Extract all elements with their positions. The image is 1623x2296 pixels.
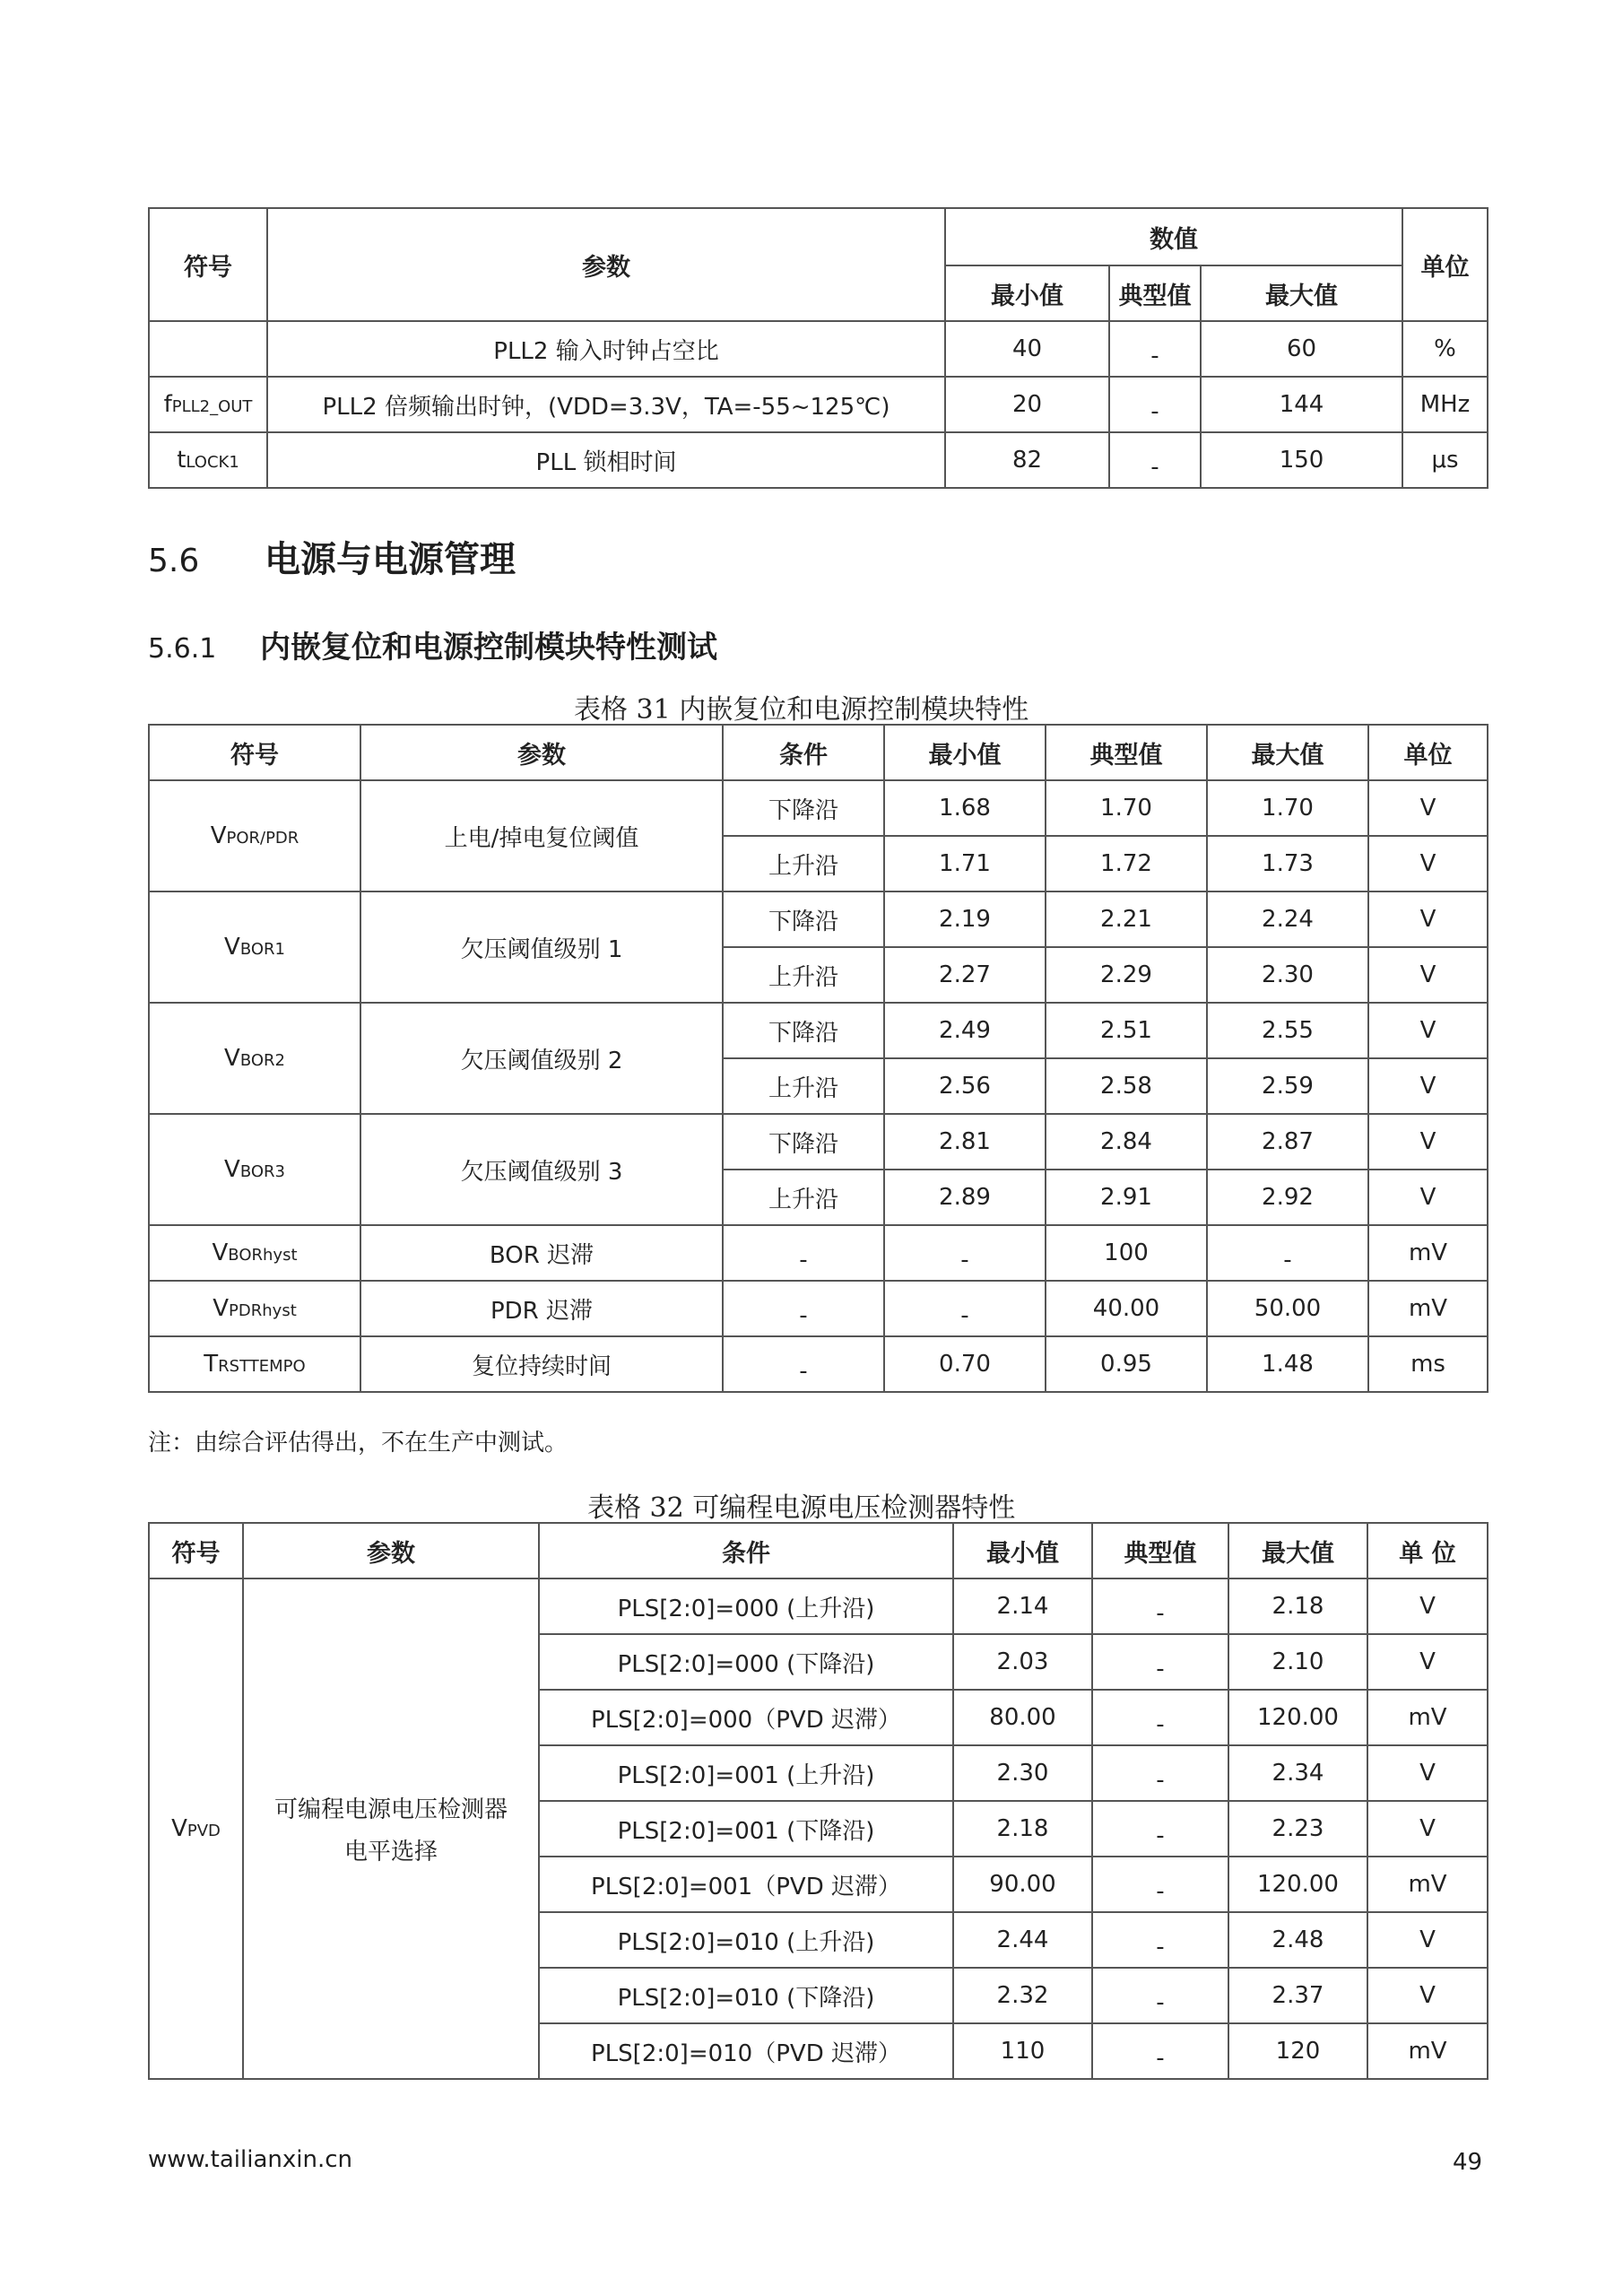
header-values: 数值	[945, 208, 1402, 265]
parameter-cell: 复位持续时间	[360, 1336, 723, 1392]
max-cell: 144	[1201, 377, 1402, 432]
table-row	[149, 321, 1488, 377]
min-cell: 40	[945, 321, 1109, 377]
table-row	[149, 377, 1488, 432]
section-title: 电源与电源管理	[265, 539, 516, 580]
unit-cell: V	[1368, 1003, 1488, 1058]
typ-cell: 2.58	[1046, 1058, 1207, 1114]
subsection-number: 5.6.1	[148, 633, 217, 665]
table-row	[149, 780, 1488, 836]
pvd-spec-table	[148, 1522, 1488, 2080]
header-typ: 典型值	[1092, 1523, 1228, 1578]
min-cell: 0.70	[884, 1336, 1046, 1392]
min-cell: 2.44	[953, 1912, 1092, 1968]
condition-cell: PLS[2:0]=000（PVD 迟滞）	[539, 1690, 953, 1745]
table-row	[149, 1003, 1488, 1058]
header-max: 最大值	[1228, 1523, 1367, 1578]
min-cell: 2.56	[884, 1058, 1046, 1114]
typ-cell: -	[1092, 1690, 1228, 1745]
condition-cell: PLS[2:0]=000 (上升沿)	[539, 1578, 953, 1634]
max-cell: 60	[1201, 321, 1402, 377]
min-cell: 2.89	[884, 1170, 1046, 1225]
max-cell: 150	[1201, 432, 1402, 488]
symbol-cell: VPVD	[149, 1578, 243, 2079]
min-cell: 82	[945, 432, 1109, 488]
condition-cell: PLS[2:0]=001（PVD 迟滞）	[539, 1857, 953, 1912]
header-unit: 单位	[1402, 208, 1488, 321]
max-cell: -	[1207, 1225, 1368, 1281]
header-symbol: 符号	[149, 725, 360, 780]
unit-cell: mV	[1368, 1225, 1488, 1281]
header-min: 最小值	[945, 265, 1109, 321]
min-cell: 2.49	[884, 1003, 1046, 1058]
symbol-cell: VPDRhyst	[149, 1281, 360, 1336]
header-parameter: 参数	[360, 725, 723, 780]
header-symbol: 符号	[149, 208, 267, 321]
footer-website-link[interactable]: www.tailianxin.cn	[148, 2146, 353, 2173]
section-number: 5.6	[148, 543, 200, 579]
table-row	[149, 1225, 1488, 1281]
max-cell: 2.55	[1207, 1003, 1368, 1058]
table-row	[149, 1281, 1488, 1336]
condition-cell: -	[723, 1281, 884, 1336]
table-row	[149, 1114, 1488, 1170]
max-cell: 2.23	[1228, 1801, 1367, 1857]
typ-cell: 2.91	[1046, 1170, 1207, 1225]
unit-cell: V	[1368, 1058, 1488, 1114]
typ-cell: -	[1092, 1912, 1228, 1968]
parameter-cell: 上电/掉电复位阈值	[360, 780, 723, 891]
page-number: 49	[1453, 2149, 1483, 2176]
min-cell: -	[884, 1281, 1046, 1336]
symbol-cell: VBORhyst	[149, 1225, 360, 1281]
table-row	[149, 432, 1488, 488]
max-cell: 1.73	[1207, 836, 1368, 891]
max-cell: 1.70	[1207, 780, 1368, 836]
unit-cell: V	[1368, 836, 1488, 891]
unit-cell: mV	[1368, 1281, 1488, 1336]
condition-cell: PLS[2:0]=010（PVD 迟滞）	[539, 2023, 953, 2079]
typ-cell: -	[1092, 1745, 1228, 1801]
unit-cell: V	[1368, 1114, 1488, 1170]
header-unit: 单 位	[1367, 1523, 1488, 1578]
table32-caption: 表格 32 可编程电源电压检测器特性	[587, 1492, 1016, 1524]
typ-cell: -	[1109, 377, 1201, 432]
min-cell: 20	[945, 377, 1109, 432]
reset-power-control-table	[148, 724, 1488, 1393]
condition-cell: PLS[2:0]=010 (上升沿)	[539, 1912, 953, 1968]
parameter-cell: BOR 迟滞	[360, 1225, 723, 1281]
symbol-cell: TRSTTEMPO	[149, 1336, 360, 1392]
min-cell: 2.27	[884, 947, 1046, 1003]
unit-cell: V	[1367, 1578, 1488, 1634]
table-row	[149, 1578, 1488, 1634]
condition-cell: 上升沿	[723, 1058, 884, 1114]
header-parameter: 参数	[243, 1523, 539, 1578]
condition-cell: PLS[2:0]=000 (下降沿)	[539, 1634, 953, 1690]
condition-cell: 下降沿	[723, 1114, 884, 1170]
typ-cell: -	[1109, 432, 1201, 488]
subsection-title: 内嵌复位和电源控制模块特性测试	[260, 630, 717, 665]
symbol-cell: VBOR3	[149, 1114, 360, 1225]
condition-cell: 上升沿	[723, 947, 884, 1003]
unit-cell: V	[1368, 891, 1488, 947]
typ-cell: 2.51	[1046, 1003, 1207, 1058]
condition-cell: 下降沿	[723, 780, 884, 836]
header-condition: 条件	[723, 725, 884, 780]
section-heading	[148, 531, 516, 582]
unit-cell: mV	[1367, 1690, 1488, 1745]
typ-cell: -	[1109, 321, 1201, 377]
unit-cell: %	[1402, 321, 1488, 377]
typ-cell: -	[1092, 1968, 1228, 2023]
condition-cell: 下降沿	[723, 1003, 884, 1058]
table-row	[149, 1336, 1488, 1392]
symbol-cell: VBOR2	[149, 1003, 360, 1114]
max-cell: 120.00	[1228, 1690, 1367, 1745]
table-header-row	[149, 1523, 1488, 1578]
min-cell: 2.14	[953, 1578, 1092, 1634]
max-cell: 2.24	[1207, 891, 1368, 947]
unit-cell: mV	[1367, 1857, 1488, 1912]
min-cell: -	[884, 1225, 1046, 1281]
min-cell: 2.18	[953, 1801, 1092, 1857]
min-cell: 2.32	[953, 1968, 1092, 2023]
condition-cell: PLS[2:0]=010 (下降沿)	[539, 1968, 953, 2023]
parameter-cell: 欠压阈值级别 3	[360, 1114, 723, 1225]
typ-cell: 1.70	[1046, 780, 1207, 836]
typ-cell: 2.29	[1046, 947, 1207, 1003]
condition-cell: -	[723, 1225, 884, 1281]
typ-cell: 2.21	[1046, 891, 1207, 947]
header-min: 最小值	[953, 1523, 1092, 1578]
header-max: 最大值	[1201, 265, 1402, 321]
parameter-line-1: 可编程电源电压检测器	[273, 1796, 508, 1823]
symbol-cell	[149, 321, 267, 377]
header-symbol: 符号	[149, 1523, 243, 1578]
unit-cell: V	[1367, 1745, 1488, 1801]
typ-cell: -	[1092, 1857, 1228, 1912]
typ-cell: -	[1092, 1578, 1228, 1634]
typ-cell: 1.72	[1046, 836, 1207, 891]
max-cell: 120	[1228, 2023, 1367, 2079]
max-cell: 2.37	[1228, 1968, 1367, 2023]
min-cell: 90.00	[953, 1857, 1092, 1912]
unit-cell: V	[1367, 1968, 1488, 2023]
condition-cell: -	[723, 1336, 884, 1392]
max-cell: 2.30	[1207, 947, 1368, 1003]
parameter-line-2: 电平选择	[343, 1839, 438, 1866]
header-condition: 条件	[539, 1523, 953, 1578]
unit-cell: μs	[1402, 432, 1488, 488]
unit-cell: V	[1367, 1912, 1488, 1968]
min-cell: 2.03	[953, 1634, 1092, 1690]
min-cell: 1.68	[884, 780, 1046, 836]
header-max: 最大值	[1207, 725, 1368, 780]
header-parameter: 参数	[267, 208, 945, 321]
parameter-cell: 欠压阈值级别 2	[360, 1003, 723, 1114]
table-header-row	[149, 725, 1488, 780]
symbol-cell: fPLL2_OUT	[149, 377, 267, 432]
unit-cell: ms	[1368, 1336, 1488, 1392]
parameter-cell	[243, 1578, 539, 2079]
table-note: 注：由综合评估得出，不在生产中测试。	[148, 1430, 568, 1457]
subsection-heading	[148, 622, 717, 666]
condition-cell: 上升沿	[723, 836, 884, 891]
max-cell: 1.48	[1207, 1336, 1368, 1392]
typ-cell: -	[1092, 1634, 1228, 1690]
typ-cell: -	[1092, 1801, 1228, 1857]
condition-cell: PLS[2:0]=001 (上升沿)	[539, 1745, 953, 1801]
unit-cell: V	[1367, 1801, 1488, 1857]
symbol-cell: VBOR1	[149, 891, 360, 1003]
typ-cell: 2.84	[1046, 1114, 1207, 1170]
header-unit: 单位	[1368, 725, 1488, 780]
max-cell: 2.48	[1228, 1912, 1367, 1968]
unit-cell: V	[1367, 1634, 1488, 1690]
unit-cell: V	[1368, 1170, 1488, 1225]
typ-cell: -	[1092, 2023, 1228, 2079]
condition-cell: 下降沿	[723, 891, 884, 947]
header-typ: 典型值	[1046, 725, 1207, 780]
max-cell: 2.10	[1228, 1634, 1367, 1690]
header-min: 最小值	[884, 725, 1046, 780]
header-typ: 典型值	[1109, 265, 1201, 321]
symbol-cell: tLOCK1	[149, 432, 267, 488]
typ-cell: 100	[1046, 1225, 1207, 1281]
condition-cell: 上升沿	[723, 1170, 884, 1225]
parameter-cell: PLL2 倍频输出时钟，(VDD=3.3V，TA=-55~125℃)	[267, 377, 945, 432]
typ-cell: 0.95	[1046, 1336, 1207, 1392]
parameter-cell: PLL2 输入时钟占空比	[267, 321, 945, 377]
parameter-cell: PLL 锁相时间	[267, 432, 945, 488]
min-cell: 2.81	[884, 1114, 1046, 1170]
max-cell: 2.87	[1207, 1114, 1368, 1170]
condition-cell: PLS[2:0]=001 (下降沿)	[539, 1801, 953, 1857]
max-cell: 2.92	[1207, 1170, 1368, 1225]
min-cell: 110	[953, 2023, 1092, 2079]
pll-spec-table	[148, 207, 1488, 489]
min-cell: 80.00	[953, 1690, 1092, 1745]
unit-cell: mV	[1367, 2023, 1488, 2079]
max-cell: 2.59	[1207, 1058, 1368, 1114]
min-cell: 2.30	[953, 1745, 1092, 1801]
unit-cell: V	[1368, 780, 1488, 836]
parameter-cell: PDR 迟滞	[360, 1281, 723, 1336]
table31-caption: 表格 31 内嵌复位和电源控制模块特性	[574, 694, 1029, 726]
unit-cell: MHz	[1402, 377, 1488, 432]
max-cell: 2.18	[1228, 1578, 1367, 1634]
min-cell: 1.71	[884, 836, 1046, 891]
symbol-cell: VPOR/PDR	[149, 780, 360, 891]
max-cell: 2.34	[1228, 1745, 1367, 1801]
table-row	[149, 891, 1488, 947]
min-cell: 2.19	[884, 891, 1046, 947]
unit-cell: V	[1368, 947, 1488, 1003]
typ-cell: 40.00	[1046, 1281, 1207, 1336]
max-cell: 120.00	[1228, 1857, 1367, 1912]
parameter-cell: 欠压阈值级别 1	[360, 891, 723, 1003]
max-cell: 50.00	[1207, 1281, 1368, 1336]
